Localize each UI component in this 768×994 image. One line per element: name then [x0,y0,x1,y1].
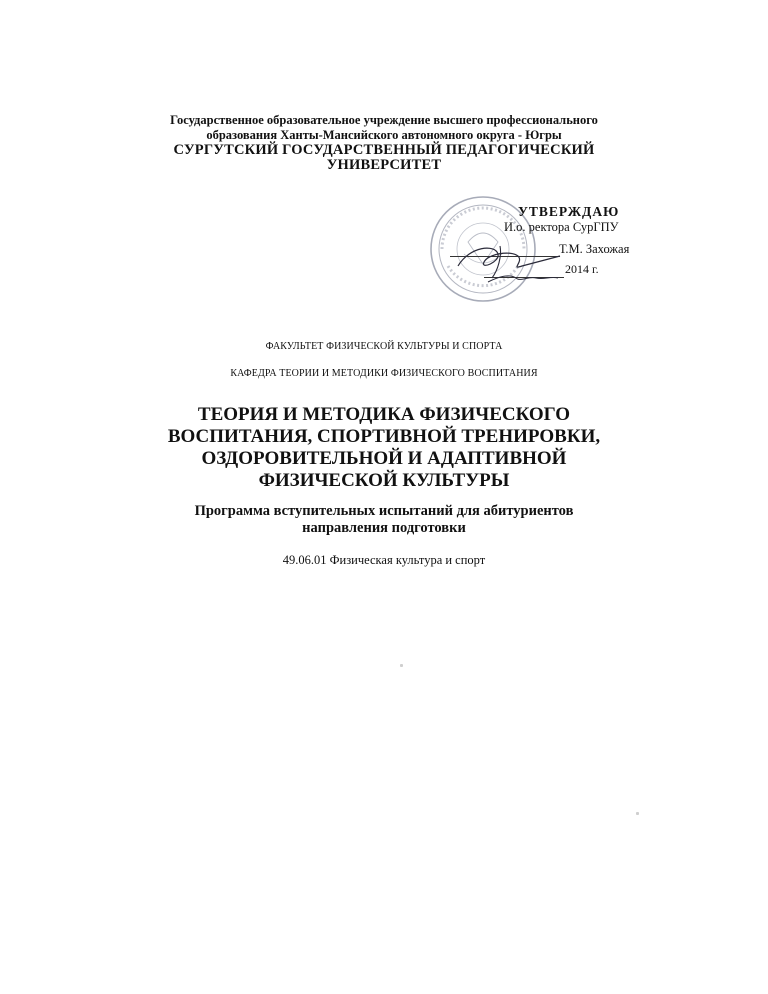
title-line-3: ОЗДОРОВИТЕЛЬНОЙ И АДАПТИВНОЙ [201,448,567,469]
document-subtitle [0,503,768,537]
program-code: 49.06.01 Физическая культура и спорт [282,553,486,567]
department-name: КАФЕДРА ТЕОРИИ И МЕТОДИКИ ФИЗИЧЕСКОГО ВОСПИТАНИЯ [230,368,538,379]
header-line-1: Государственное образовательное учреждение высшего профессионального [170,113,598,127]
document-title [0,404,768,492]
handwritten-signature-icon [440,226,590,296]
approval-year: 2014 г. [565,262,599,276]
scan-speck [636,812,639,815]
title-line-1: ТЕОРИЯ И МЕТОДИКА ФИЗИЧЕСКОГО [197,404,571,425]
scan-speck [400,664,403,667]
subtitle-line-2: направления подготовки [302,520,466,536]
institution-header [0,113,768,173]
subtitle-line-1: Программа вступительных испытаний для абитуриентов [194,503,574,519]
approval-signatory-name: Т.М. Захожая [559,242,630,256]
faculty-name: ФАКУЛЬТЕТ ФИЗИЧЕСКОЙ КУЛЬТУРЫ И СПОРТА [265,341,503,352]
title-line-2: ВОСПИТАНИЯ, СПОРТИВНОЙ ТРЕНИРОВКИ, [167,426,601,447]
header-line-4: УНИВЕРСИТЕТ [326,157,442,173]
approval-block [420,186,660,316]
approval-role: И.о. ректора СурГПУ [504,220,619,234]
approval-title: УТВЕРЖДАЮ [518,204,620,219]
title-line-4: ФИЗИЧЕСКОЙ КУЛЬТУРЫ [258,470,510,491]
header-line-2: образования Ханты-Мансийского автономного округа - Югры [206,128,562,142]
header-line-3: СУРГУТСКИЙ ГОСУДАРСТВЕННЫЙ ПЕДАГОГИЧЕСКИЙ [173,142,595,158]
